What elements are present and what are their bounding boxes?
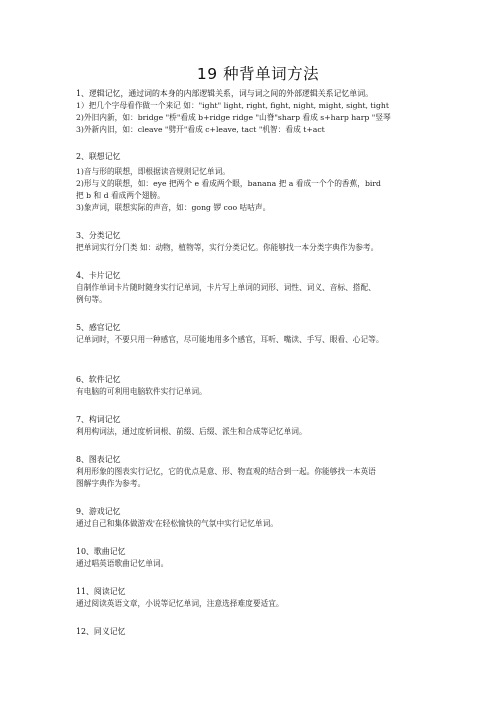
section-logic-memory: [76, 88, 440, 136]
section-line: 1）把几个字母看作做一个来记 如："ight" light, right, fight, night, might, sight, tight: [76, 101, 389, 110]
section-heading: 11、阅读记忆: [76, 587, 126, 596]
section-heading: 10、歌曲记忆: [76, 547, 126, 556]
section-heading: 7、构词记忆: [76, 415, 121, 424]
section-heading: 2、联想记忆: [76, 152, 121, 161]
section-line: 通过自己和集体做游戏'在轻松愉快的气氛中实行记忆单词。: [76, 519, 278, 528]
section-heading: 6、软件记忆: [76, 375, 121, 384]
section-song-memory: [76, 546, 440, 570]
section-chart-memory: [76, 454, 440, 490]
section-heading: 8、图表记忆: [76, 455, 121, 464]
section-line: 利用构词法，通过度析词根、前缀、后缀、派生和合成等记忆单词。: [76, 427, 307, 436]
section-game-memory: [76, 506, 440, 530]
section-line: 通过阅读英语文章，小说等记忆单词，注意选择难度要适宜。: [76, 599, 284, 608]
section-line: 利用形象的图表实行记忆，它的优点是意、形、物直观的结合到一起。你能够找一本英语: [76, 467, 376, 476]
section-line: 图解字典作为参考。: [76, 479, 146, 488]
section-heading: 12、同义记忆: [76, 627, 126, 636]
section-line: 3)象声词，联想实际的声音，如：gong 锣 coo 咕咕声。: [76, 203, 271, 212]
section-heading: 3、分类记忆: [76, 231, 121, 240]
section-word-formation-memory: [76, 414, 440, 438]
section-line: 3)外新内旧，如：cleave "劈开"看成 c+leave, tact "机智：看成 t+act: [76, 125, 325, 134]
section-line: 通过唱英语歌曲记忆单词。: [76, 559, 169, 568]
section-reading-memory: [76, 586, 440, 610]
section-category-memory: [76, 230, 440, 254]
section-heading: 5、感官记忆: [76, 323, 121, 332]
section-software-memory: [76, 374, 440, 398]
section-line: 1)音与形的联想，即根据读音规则记忆单词。: [76, 167, 230, 176]
section-line: 把单词实行分门类 如：动物，植物等，实行分类记忆。你能够找一本分类字典作为参考。: [76, 243, 379, 252]
section-line: 例句等。: [76, 295, 107, 304]
section-sense-memory: [76, 322, 440, 346]
section-line: 自制作单词卡片随时随身实行记单词，卡片写上单词的词形、词性、词义、音标、搭配、: [76, 283, 376, 292]
section-card-memory: [76, 270, 440, 306]
section-heading: 4、卡片记忆: [76, 271, 121, 280]
section-heading: 9、游戏记忆: [76, 507, 121, 516]
section-line: 记单词时，不要只用一种感官，尽可能地用多个感官，耳听、嘴读、手写、眼看、心记等。: [76, 335, 384, 344]
section-line: 2)外旧内新，如：bridge "桥"看成 b+ridge ridge "山脊"sharp 看成 s+harp harp "竖琴: [76, 113, 391, 122]
section-association-memory: [76, 151, 440, 214]
section-heading: 1、逻辑记忆，通过词的本身的内部逻辑关系，词与词之间的外部逻辑关系记忆单词。: [76, 89, 373, 98]
section-line: 把 b 和 d 看成两个翅膀。: [76, 191, 165, 200]
page-title: 19 种背单词方法: [196, 65, 320, 83]
section-line: 有电脑的可利用电脑软件实行记单词。: [76, 387, 207, 396]
section-line: 2)形与义的联想，如：eye 把两个 e 看成两个眼，banana 把 a 看成一个个的香蕉，bird: [76, 179, 381, 188]
section-synonym-memory: [76, 626, 440, 638]
